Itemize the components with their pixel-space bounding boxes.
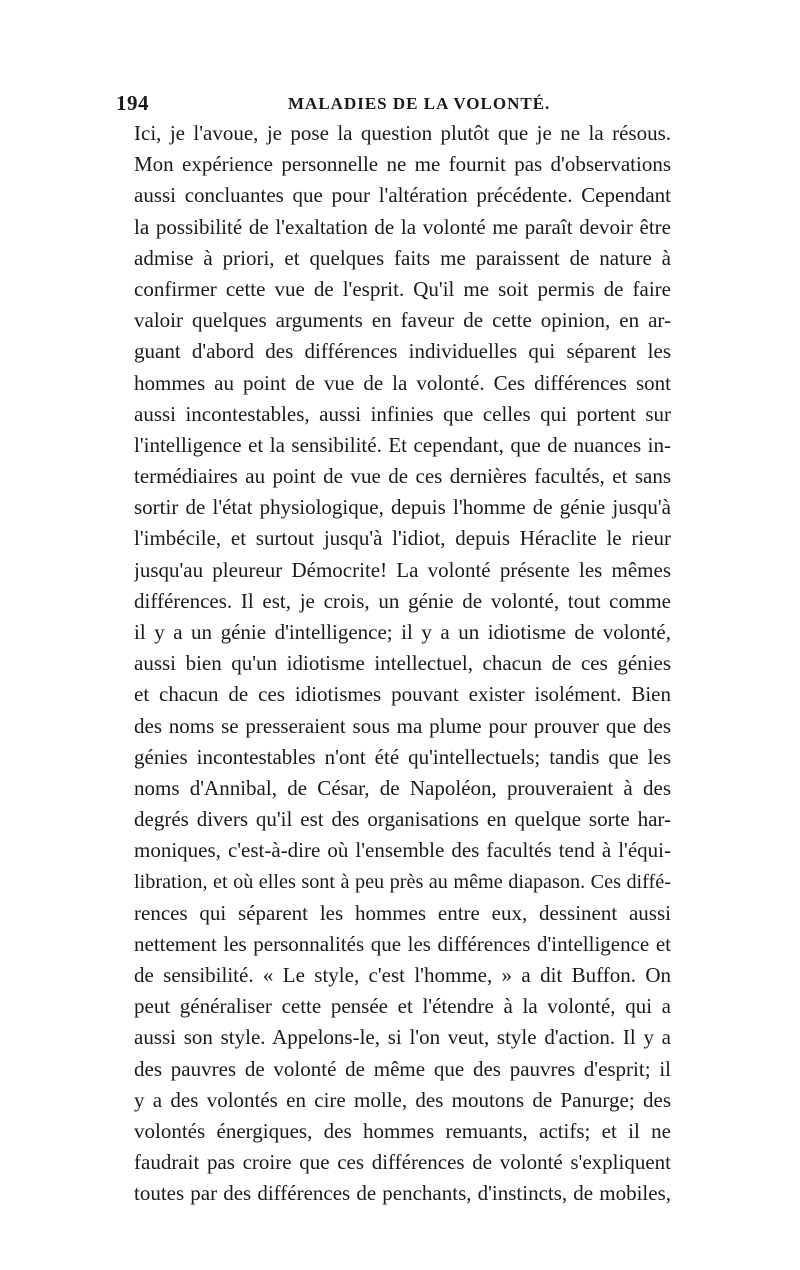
text-line: libration, et où elles sont à peu près au même diapason. Ces diffé- xyxy=(134,870,671,893)
text-line: des noms se presseraient sous ma plume pour prouver que des xyxy=(134,713,671,738)
text-line: admise à priori, et quelques faits me paraissent de nature à xyxy=(134,245,671,270)
text-line: guant d'abord des différences individuelles qui séparent les xyxy=(134,339,671,364)
text-line: aussi bien qu'un idiotisme intellectuel, chacun de ces génies xyxy=(134,651,671,676)
text-line: termédiaires au point de vue de ces dernières facultés, et sans xyxy=(134,464,671,489)
text-line: aussi concluantes que pour l'altération précédente. Cependant xyxy=(134,183,671,208)
text-line: moniques, c'est-à-dire où l'ensemble des facultés tend à l'équi- xyxy=(134,838,671,863)
text-line: sortir de l'état physiologique, depuis l'homme de génie jusqu'à xyxy=(134,495,671,520)
text-line: la possibilité de l'exaltation de la volonté me paraît devoir être xyxy=(134,214,671,239)
text-line: peut généraliser cette pensée et l'étendre à la volonté, qui a xyxy=(134,994,671,1019)
running-head xyxy=(116,91,676,121)
text-line: volontés énergiques, des hommes remuants, actifs; et il ne xyxy=(134,1119,671,1143)
text-line: hommes au point de vue de la volonté. Ces différences sont xyxy=(134,370,671,395)
text-line: jusqu'au pleureur Démocrite! La volonté présente les mêmes xyxy=(134,557,671,582)
text-line: toutes par des différences de penchants, d'instincts, de mobiles, xyxy=(134,1181,671,1206)
page-number: 194 xyxy=(116,91,149,115)
text-line: différences. Il est, je crois, un génie de volonté, tout comme xyxy=(134,588,671,613)
text-line: noms d'Annibal, de César, de Napoléon, prouveraient à des xyxy=(134,775,671,800)
text-line: et chacun de ces idiotismes pouvant exister isolément. Bien xyxy=(134,682,671,707)
text-line: des pauvres de volonté de même que des pauvres d'esprit; il xyxy=(134,1056,671,1081)
text-line: Mon expérience personnelle ne me fournit pas d'observations xyxy=(134,152,671,177)
body-text xyxy=(134,118,671,1210)
text-line: il y a un génie d'intelligence; il y a un idiotisme de volonté, xyxy=(134,620,671,644)
text-line: rences qui séparent les hommes entre eux, dessinent aussi xyxy=(134,900,671,925)
text-line: l'imbécile, et surtout jusqu'à l'idiot, depuis Héraclite le rieur xyxy=(134,526,671,551)
text-line: nettement les personnalités que les différences d'intelligence et xyxy=(134,931,671,956)
text-line: Ici, je l'avoue, je pose la question plutôt que je ne la résous. xyxy=(134,121,671,145)
running-title: MALADIES DE LA VOLONTÉ. xyxy=(288,94,551,113)
text-line: degrés divers qu'il est des organisations en quelque sorte har- xyxy=(134,807,671,832)
text-line: génies incontestables n'ont été qu'intellectuels; tandis que les xyxy=(134,744,671,769)
text-line: de sensibilité. « Le style, c'est l'homme, » a dit Buffon. On xyxy=(134,963,671,988)
text-line: aussi son style. Appelons-le, si l'on veut, style d'action. Il y a xyxy=(134,1025,671,1050)
text-line: y a des volontés en cire molle, des moutons de Panurge; des xyxy=(134,1087,671,1112)
text-line: l'intelligence et la sensibilité. Et cependant, que de nuances in- xyxy=(134,432,671,457)
text-line: aussi incontestables, aussi infinies que celles qui portent sur xyxy=(134,401,671,426)
text-line: faudrait pas croire que ces différences de volonté s'expliquent xyxy=(134,1150,671,1175)
text-line: confirmer cette vue de l'esprit. Qu'il me soit permis de faire xyxy=(134,276,671,301)
text-line: valoir quelques arguments en faveur de cette opinion, en ar- xyxy=(134,308,671,333)
